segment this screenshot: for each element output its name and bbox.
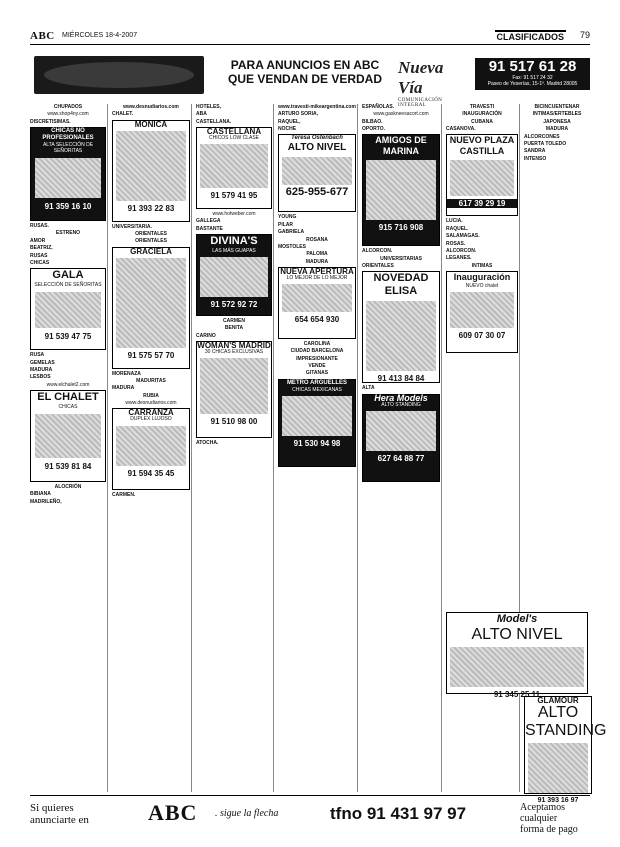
listing-heading: MADURA <box>305 258 329 265</box>
footer-follow: . sigue la flecha <box>215 808 279 819</box>
banner-phone: 91 517 61 28 <box>488 58 577 75</box>
ad-teresa[interactable] <box>278 134 356 212</box>
column-2 <box>112 104 190 792</box>
listing-heading: IMPRESIONANTE <box>296 355 338 362</box>
listing-heading: ALOCRIÓN <box>54 483 82 490</box>
listing-heading: ORIENTALES <box>135 230 167 237</box>
ad-photo <box>200 144 268 188</box>
ad-subtitle: CHICAS <box>58 403 78 410</box>
ad-divinas[interactable] <box>196 234 272 316</box>
banner-brand-name: Nueva Vía <box>398 58 444 97</box>
ad-nueva-apertura[interactable] <box>278 267 356 339</box>
ad-title: Hera Models <box>374 392 428 403</box>
listing-heading: PALOMA <box>306 251 328 258</box>
ad-title: NOVEDAD ELISA <box>373 272 429 298</box>
ad-phone: 91 539 47 75 <box>44 332 92 342</box>
ad-title: Model's <box>496 613 538 625</box>
listing-text: YOUNG <box>278 214 297 221</box>
ad-phone: 91 594 35 45 <box>127 468 175 478</box>
ad-phone: 91 393 22 83 <box>127 203 175 213</box>
banner-phone-box <box>475 58 590 90</box>
ad-phone: 91 413 84 84 <box>377 374 425 384</box>
listing-text: PILAR <box>278 221 293 228</box>
listing-text: ORIENTALES <box>362 263 394 270</box>
ad-photo <box>450 292 514 328</box>
ad-phone: 91 579 41 95 <box>210 191 258 201</box>
ad-phone: 625-955-677 <box>285 186 349 199</box>
column-rule <box>357 104 358 792</box>
listing-text: ALTA <box>362 385 375 392</box>
listing-heading: INAUGURACIÓN <box>462 111 502 118</box>
ad-glamour[interactable] <box>524 696 607 804</box>
ad-subtitle: ALTO STANDING <box>525 704 607 739</box>
listing-text: ALCORCONES <box>524 133 560 140</box>
listing-text: DISCRETISIMAS. <box>30 118 71 125</box>
ad-photo <box>116 426 186 466</box>
listing-text: SALAMAGAS. <box>446 233 480 240</box>
listing-heading: www.desnudiarios.com <box>123 104 179 110</box>
listing-heading: CUBANA <box>471 118 493 125</box>
ad-subtitle: SELECCIÓN DE SEÑORITAS <box>34 282 102 289</box>
listing-text: CHICAS <box>30 259 50 266</box>
listing-text: CARINO <box>196 332 216 339</box>
column-7 <box>524 104 590 604</box>
listing-text: ALCORCON. <box>362 248 393 255</box>
listing-text: BEATRIZ, <box>30 245 53 252</box>
footer-abc-logo: ABC <box>148 800 198 825</box>
ad-metro-arguelles[interactable] <box>278 379 356 467</box>
ad-title: DIVINA'S <box>210 234 258 247</box>
ad-phone: 91 575 57 70 <box>127 350 175 360</box>
ad-subtitle: ALTO STANDING <box>381 401 421 408</box>
ad-plaza-castilla[interactable] <box>446 134 518 216</box>
header-page-number: 79 <box>579 30 590 40</box>
column-rule <box>191 104 192 792</box>
ad-elisa[interactable] <box>362 271 440 383</box>
ad-graciela[interactable] <box>112 247 190 369</box>
listing-text: GABRIELA <box>278 229 305 236</box>
ad-title: METRO ARGÜELLES <box>286 379 348 386</box>
footer-payment: Aceptamos cualquier forma de pago <box>520 802 578 835</box>
ad-subtitle: ALTO NIVEL <box>471 626 563 643</box>
listing-web: www.elchalet2.com <box>46 381 90 388</box>
ad-photo <box>116 258 186 348</box>
banner-headline: PARA ANUNCIOS EN ABC QUE VENDAN DE VERDAD <box>227 58 383 86</box>
ad-title: AMIGOS DE MARINA <box>375 135 427 157</box>
ad-title: WOMAN'S MADRID <box>197 340 271 350</box>
banner-fax: Fax: 91 517 24 32 <box>512 75 553 81</box>
ad-el-chalet[interactable] <box>30 390 106 482</box>
banner-brand-sub: COMUNICACIÓN INTEGRAL <box>398 98 443 108</box>
banner-logo-image <box>34 56 204 94</box>
footer-ad[interactable] <box>30 795 590 835</box>
listing-text: MADURA <box>112 385 135 392</box>
listing-text: OPORTO. <box>362 126 385 133</box>
ad-phone: 915 716 908 <box>378 223 424 233</box>
listing-heading: BICINCUENTENAR <box>534 104 580 110</box>
ad-subtitle: LO MEJOR DE LO MEJOR <box>286 274 348 281</box>
ad-title: NUEVO PLAZA CASTILLA <box>449 135 515 157</box>
column-5 <box>362 104 440 792</box>
ad-phone: 91 393 16 97 <box>537 797 579 804</box>
ad-title: CHICAS NO PROFESIONALES <box>42 127 94 141</box>
listing-text: BIBIANA <box>30 491 51 498</box>
header-section: CLASIFICADOS <box>496 32 564 42</box>
ad-photo <box>450 160 514 196</box>
listing-heading: INTIMAS/ERTEBLES <box>532 111 582 118</box>
listing-text: UNIVERSITARIA. <box>112 223 152 230</box>
footer-phone: tfno 91 431 97 97 <box>330 804 467 823</box>
listing-heading: RUBIA <box>143 392 159 399</box>
listing-heading: GITANAS <box>305 370 329 377</box>
listing-text: MADURA <box>30 366 53 373</box>
listing-heading: MADURA <box>545 126 569 133</box>
listing-web: www.desnudiarios.com <box>125 400 177 407</box>
ad-phone: 609 07 30 07 <box>458 331 506 341</box>
ad-phone: 654 654 930 <box>294 315 340 325</box>
listing-text: MADRILEÑO, <box>30 498 62 505</box>
column-4 <box>278 104 356 792</box>
footer-text: Si quieres anunciarte en <box>30 802 89 826</box>
ad-title: MONICA <box>134 119 168 129</box>
ad-title: EL CHALET <box>37 390 99 403</box>
ad-photo <box>528 743 588 793</box>
header-logo: ABC <box>30 30 55 42</box>
ad-photo <box>35 414 101 458</box>
listing-text: ATOCHA. <box>196 439 219 446</box>
column-rule <box>273 104 274 792</box>
column-1 <box>30 104 106 792</box>
column-3 <box>196 104 272 792</box>
listing-heading: BENITA <box>224 325 244 332</box>
ad-photo <box>282 284 352 312</box>
ad-photo <box>35 292 101 328</box>
ad-womans[interactable] <box>196 341 272 438</box>
ad-gala[interactable] <box>30 268 106 350</box>
ad-phone: 627 64 88 77 <box>377 453 425 463</box>
ad-subtitle: ALTA SELECCIÓN DE SEÑORITAS <box>42 141 94 155</box>
ad-photo <box>200 257 268 297</box>
listing-text: RAQUEL, <box>278 118 301 125</box>
listing-heading: CIUDAD BARCELONA <box>290 348 344 355</box>
listing-text: PUERTA TOLEDO <box>524 140 567 147</box>
ad-amigos-marina[interactable] <box>362 134 440 246</box>
listing-heading: CARMEN <box>223 317 245 324</box>
listing-heading: ORIENTALES <box>135 238 167 245</box>
ad-phone: 91 345 25 11 <box>493 690 541 699</box>
listing-heading: JAPONESA <box>543 118 571 125</box>
banner-brand <box>398 58 470 108</box>
listing-text: www.travesti-mikeargentina.com <box>278 104 356 110</box>
listing-text: INTENSO <box>524 155 547 162</box>
ad-photo <box>366 160 436 220</box>
listing-heading: CHUPADOS <box>53 104 83 110</box>
ad-phone: 91 530 94 98 <box>293 438 341 448</box>
listing-web: www.hotweber.com <box>212 210 256 217</box>
listing-heading: INTIMAS <box>471 262 493 269</box>
listing-text: SANDRA <box>524 148 546 155</box>
banner-address: Paseo de Yeserías, 15-1º. Madrid 28005 <box>487 81 578 87</box>
ad-title: GRACIELA <box>130 246 172 256</box>
ad-monica[interactable] <box>112 120 190 222</box>
listing-text: CASTELLANA. <box>196 118 232 125</box>
listing-text: MORENAZA <box>112 370 141 377</box>
listing-text: MOSTOLES <box>278 243 306 250</box>
listing-text: RUSAS. <box>30 222 49 229</box>
ad-title: NUEVA APERTURA <box>280 266 354 276</box>
listing-text: RAQUEL. <box>446 225 469 232</box>
listing-text: CHALET. <box>112 111 134 118</box>
listing-web: www.shop4ny.com <box>47 111 89 118</box>
ad-photo <box>450 647 584 687</box>
ad-photo <box>282 396 352 436</box>
header-date: MIÉRCOLES 18-4-2007 <box>62 32 138 39</box>
ad-title: Teresa Ostenbach <box>291 135 343 142</box>
ad-subtitle: LAS MÁS GUAPAS <box>212 247 256 254</box>
listing-web: www.gaskneesacort.com <box>373 111 429 118</box>
page-header <box>30 30 590 45</box>
listing-heading: UNIVERSITARIAS <box>380 255 422 262</box>
ad-photo <box>35 158 101 198</box>
listing-text: ABA <box>196 111 207 118</box>
listing-text: HOTELES, <box>196 104 222 110</box>
listing-text: LEGANES. <box>446 255 472 262</box>
ad-title: CARRANZA <box>128 408 174 418</box>
ad-carranza[interactable] <box>112 408 190 490</box>
listing-heading: CAROLINA <box>303 340 331 347</box>
ad-title: Inauguración <box>453 271 511 282</box>
listing-heading: ROSANA <box>306 236 328 243</box>
column-rule <box>107 104 108 792</box>
listing-heading: ESTRENO <box>55 230 81 237</box>
ad-title: GALA <box>52 269 84 282</box>
ad-subtitle: CHICOS LOW CLASE <box>208 134 259 141</box>
listing-heading: VENDE <box>308 363 326 370</box>
ad-hera-models[interactable] <box>362 394 440 482</box>
listing-text: RUSAS <box>30 252 48 259</box>
ad-title: CASTELLANA <box>206 126 262 136</box>
ad-phone: 91 539 81 84 <box>44 462 92 472</box>
listing-text: ESPAÑOLAS. <box>362 104 395 110</box>
ad-photo <box>116 131 186 201</box>
ad-photo <box>366 411 436 451</box>
ad-subtitle: DUPLEX LUJOSO <box>130 416 172 423</box>
listing-text: ARTURO SORIA, <box>278 111 318 118</box>
ad-phone: 91 572 92 72 <box>210 300 258 310</box>
listing-text: CASANOVA. <box>446 126 476 133</box>
ad-photo <box>282 157 352 185</box>
listing-text: ROSAS. <box>446 240 466 247</box>
listing-text: LUCIA. <box>446 218 463 225</box>
ad-subtitle: 30 CHICAS EXCLUSIVAS <box>204 348 264 355</box>
column-rule <box>441 104 442 792</box>
listing-text: BASTANTE <box>196 225 223 232</box>
ad-title: GLAMOUR <box>537 696 579 705</box>
ad-phone: 91 510 98 00 <box>210 417 258 427</box>
listing-text: GALLEGA <box>196 218 221 225</box>
listing-text: BILBAO. <box>362 118 383 125</box>
ad-castellana[interactable] <box>196 127 272 209</box>
listing-text: AMOR <box>30 237 46 244</box>
listing-text: GEMELAS <box>30 359 55 366</box>
ad-photo <box>366 301 436 371</box>
ad-models[interactable] <box>446 612 588 699</box>
ad-photo <box>200 358 268 414</box>
ad-subtitle: NUEVO chalet <box>465 282 499 289</box>
listing-heading: MADURITAS <box>136 377 166 384</box>
listing-text: LESBOS <box>30 374 51 381</box>
ad-inauguracion[interactable] <box>446 271 518 353</box>
ad-subtitle: CHICAS MEXICANAS <box>292 386 342 393</box>
ad-phone: 617 39 29 19 <box>447 199 517 208</box>
listing-text: ALCORCON. <box>446 247 477 254</box>
ad-phone: 91 359 16 10 <box>44 202 92 212</box>
listing-text: NOCHE <box>278 126 297 133</box>
listing-text: RUSA <box>30 352 45 359</box>
ad-chicas[interactable] <box>30 127 106 221</box>
listing-text: CARMEN. <box>112 492 136 499</box>
listing-heading: TRAVESTI <box>469 104 495 110</box>
ad-subtitle: ALTO NIVEL <box>287 142 347 154</box>
